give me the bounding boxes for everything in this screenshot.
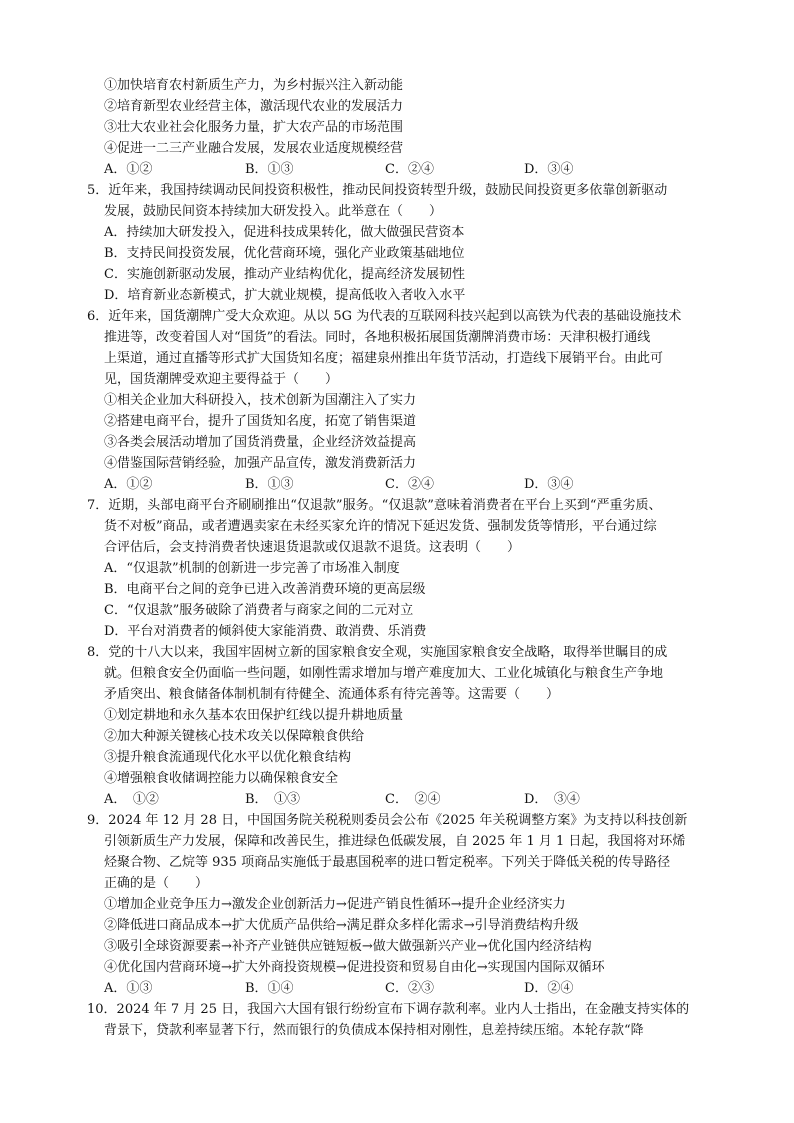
q8-statement-4: ④增强粮食收储调控能力以确保粮食安全 — [104, 771, 339, 786]
q6-stem-line-2: 推进等，改变着国人对“国货”的看法。同时，各地积极拓展国货潮牌消费市场：天津积极打通线 — [104, 330, 651, 345]
q5-option-c: C．实施创新驱动发展，推动产业结构优化，提高经济发展韧性 — [104, 267, 465, 282]
q6-option-c: C．②④ — [385, 477, 434, 492]
q8-stem-line-1: 8．党的十八大以来，我国牢固树立新的国家粮食安全观，实施国家粮食安全战略，取得举世瞩目的成 — [87, 645, 668, 660]
q6-stem-line-3: 上渠道，通过直播等形式扩大国货知名度；福建泉州推出年货节活动，打造线下展销平台。由此可 — [104, 351, 664, 366]
q9-stem-line-3: 烃聚合物、乙烷等 935 项商品实施低于最惠国税率的进口暂定税率。下列关于降低关税的传导路径 — [104, 855, 671, 870]
q6-option-a: A．①② — [104, 477, 153, 492]
q9-statement-1: ①增加企业竞争压力→激发企业创新活力→促进产销良性循环→提升企业经济实力 — [104, 897, 566, 912]
q9-option-c: C．②③ — [385, 981, 434, 996]
q4-statement-1: ①加快培育农村新质生产力，为乡村振兴注入新动能 — [104, 78, 404, 93]
q8-option-b: B． ①③ — [245, 792, 301, 807]
q6-stem-line-1: 6．近年来，国货潮牌广受大众欢迎。从以 5G 为代表的互联网科技兴起到以高铁为代表的基础设施技术 — [87, 309, 682, 324]
q7-option-b: B．电商平台之间的竞争已进入改善消费环境的更高层级 — [104, 582, 426, 597]
q8-statement-3: ③提升粮食流通现代化水平以优化粮食结构 — [104, 750, 352, 765]
q8-stem-line-2: 就。但粮食安全仍面临一些问题，如刚性需求增加与增产难度加大、工业化城镇化与粮食生产争地 — [104, 666, 664, 681]
q10-stem-line-2: 背景下，贷款利率显著下行，然而银行的负债成本保持相对刚性，息差持续压缩。本轮存款“降 — [104, 1023, 644, 1038]
q9-stem-line-2: 引领新质生产力发展，保障和改善民生，推进绿色低碳发展，自 2025 年 1 月 1 日起，我国将对环烯 — [104, 834, 686, 849]
q4-option-b: B．①③ — [245, 162, 294, 177]
q6-statement-1: ①相关企业加大科研投入，技术创新为国潮注入了实力 — [104, 393, 417, 408]
q6-statement-3: ③各类会展活动增加了国货消费量，企业经济效益提高 — [104, 435, 417, 450]
q9-option-d: D．②④ — [524, 981, 574, 996]
q5-option-d: D．培育新业态新模式，扩大就业规模，提高低收入者收入水平 — [104, 288, 466, 303]
q5-stem-line-2: 发展，鼓励民间资本持续加大研发投入。此举意在（ ） — [104, 204, 443, 219]
q5-option-b: B．支持民间投资发展，优化营商环境，强化产业政策基础地位 — [104, 246, 465, 261]
q8-statement-1: ①划定耕地和永久基本农田保护红线以提升耕地质量 — [104, 708, 404, 723]
q5-option-a: A．持续加大研发投入，促进科技成果转化，做大做强民营资本 — [104, 225, 465, 240]
q7-option-d: D．平台对消费者的倾斜使大家能消费、敢消费、乐消费 — [104, 624, 427, 639]
q5-stem-line-1: 5．近年来，我国持续调动民间投资积极性，推动民间投资转型升级，鼓励民间投资更多依靠创新驱动 — [87, 183, 668, 198]
q9-stem-line-1: 9．2024 年 12 月 28 日，中国国务院关税税则委员会公布《2025 年关税调整方案》为支持以科技创新 — [87, 813, 688, 828]
q7-stem-line-1: 7．近期，头部电商平台齐刷刷推出“仅退款”服务。“仅退款”意味着消费者在平台上买到“严重劣质、 — [87, 498, 662, 513]
q4-statement-3: ③壮大农业社会化服务力量，扩大农产品的市场范围 — [104, 120, 404, 135]
q8-option-a: A． ①② — [104, 792, 159, 807]
q8-option-d: D． ③④ — [524, 792, 580, 807]
q4-option-d: D．③④ — [524, 162, 574, 177]
q7-option-a: A．“仅退款”机制的创新进一步完善了市场准入制度 — [104, 561, 400, 576]
q6-option-b: B．①③ — [245, 477, 294, 492]
q9-stem-line-4: 正确的是（ ） — [104, 876, 209, 891]
q9-statement-4: ④优化国内营商环境→扩大外商投资规模→促进投资和贸易自由化→实现国内国际双循环 — [104, 960, 605, 975]
q4-option-c: C．②④ — [385, 162, 434, 177]
q6-stem-line-4: 见，国货潮牌受欢迎主要得益于（ ） — [104, 372, 339, 387]
q7-stem-line-3: 合评估后，会支持消费者快速退货退款或仅退款不退货。这表明（ ） — [104, 540, 521, 555]
q9-statement-2: ②降低进口商品成本→扩大优质产品供给→满足群众多样化需求→引导消费结构升级 — [104, 918, 579, 933]
q4-option-a: A．①② — [104, 162, 153, 177]
q4-statement-2: ②培育新型农业经营主体，激活现代农业的发展活力 — [104, 99, 404, 114]
q9-statement-3: ③吸引全球资源要素→补齐产业链供应链短板→做大做强新兴产业→优化国内经济结构 — [104, 939, 592, 954]
q9-option-a: A．①③ — [104, 981, 153, 996]
q8-stem-line-3: 矛盾突出、粮食储备体制机制有待健全、流通体系有待完善等。这需要（ ） — [104, 687, 560, 702]
q7-stem-line-2: 货不对板”商品，或者遭遇卖家在未经买家允许的情况下延迟发货、强制发货等情形，平台通过综 — [104, 519, 657, 534]
q9-option-b: B．①④ — [245, 981, 294, 996]
q6-statement-2: ②搭建电商平台，提升了国货知名度，拓宽了销售渠道 — [104, 414, 417, 429]
q7-option-c: C．“仅退款”服务破除了消费者与商家之间的二元对立 — [104, 603, 414, 618]
q8-statement-2: ②加大种源关键核心技术攻关以保障粮食供给 — [104, 729, 365, 744]
q6-statement-4: ④借鉴国际营销经验，加强产品宣传，激发消费新活力 — [104, 456, 417, 471]
q6-option-d: D．③④ — [524, 477, 574, 492]
q4-statement-4: ④促进一二三产业融合发展，发展农业适度规模经营 — [104, 141, 404, 156]
q10-stem-line-1: 10．2024 年 7 月 25 日，我国六大国有银行纷纷宣布下调存款利率。业内人士指出，在金融支持实体的 — [87, 1002, 690, 1017]
q8-option-c: C． ②④ — [385, 792, 441, 807]
